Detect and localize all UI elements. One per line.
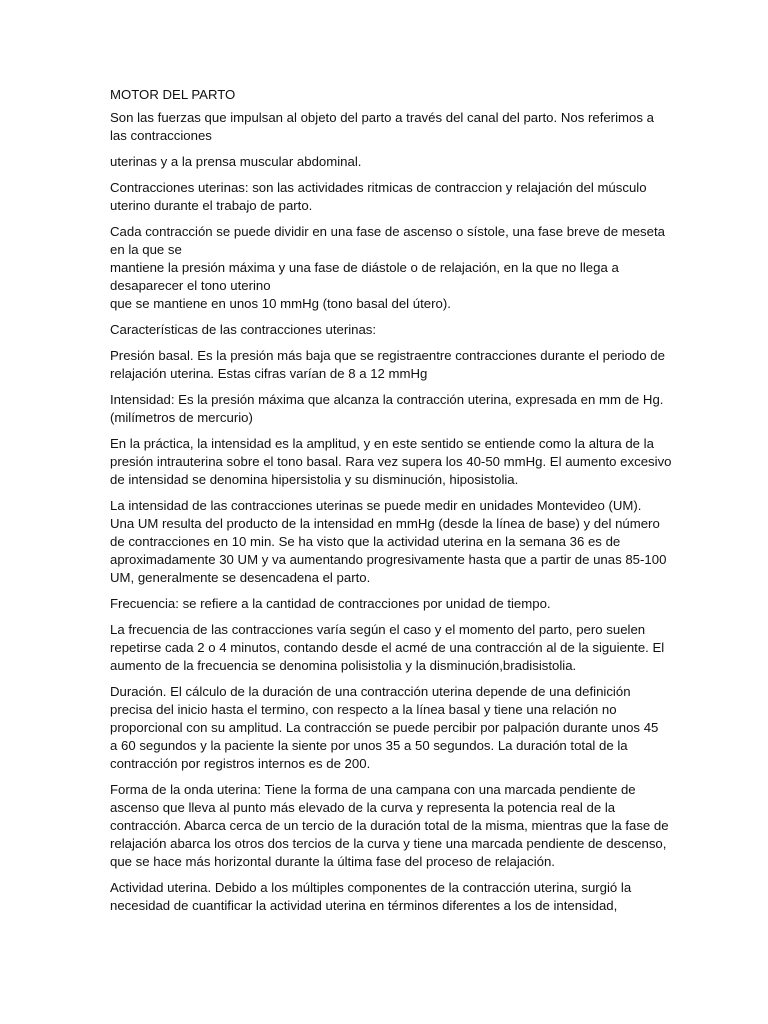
paragraph-line: (milímetros de mercurio) <box>110 410 253 425</box>
paragraph-line: que se mantiene en unos 10 mmHg (tono basal del útero). <box>110 296 451 311</box>
paragraph-line: a 60 segundos y la paciente la siente por unos 35 a 50 segundos. La duración total de la <box>110 738 628 753</box>
paragraph <box>110 435 672 489</box>
paragraph-line: uterino durante el trabajo de parto. <box>110 198 313 213</box>
paragraph-line: uterinas y a la prensa muscular abdominal. <box>110 154 362 169</box>
paragraph-line: repetirse cada 2 o 4 minutos, contando desde el acmé de una contracción al de la siguiente. El <box>110 640 665 655</box>
paragraph-line: La frecuencia de las contracciones varía según el caso y el momento del parto, pero suelen <box>110 622 646 637</box>
paragraph <box>110 497 668 587</box>
paragraph-line: las contracciones <box>110 128 212 143</box>
paragraph-line: Cada contracción se puede dividir en una fase de ascenso o sístole, una fase breve de meseta <box>110 224 665 239</box>
paragraph-line: Forma de la onda uterina: Tiene la forma de una campana con una marcada pendiente de <box>110 782 636 797</box>
paragraph <box>110 595 668 613</box>
paragraph-line: Una UM resulta del producto de la intensidad en mmHg (desde la línea de base) y del número <box>110 516 660 531</box>
paragraph <box>110 179 668 215</box>
paragraph-line: que se hace más horizontal durante la última fase del proceso de relajación. <box>110 854 555 869</box>
paragraph <box>110 781 668 871</box>
paragraph <box>110 683 668 773</box>
paragraph-line: mantiene la presión máxima y una fase de diástole o de relajación, en la que no llega a <box>110 260 619 275</box>
paragraph-line: ascenso que lleva al punto más elevado de la curva y representa la potencia real de la <box>110 800 616 815</box>
paragraph-line: de intensidad se denomina hipersistolia y su disminución, hiposistolia. <box>110 472 519 487</box>
paragraph-line: relajación uterina. Estas cifras varían de 8 a 12 mmHg <box>110 366 428 381</box>
paragraph <box>110 109 668 145</box>
paragraph-line: en la que se <box>110 242 182 257</box>
paragraph-line: contracción. Abarca cerca de un tercio de la duración total de la misma, mientras que la fase de <box>110 818 669 833</box>
paragraph-line: Actividad uterina. Debido a los múltiples componentes de la contracción uterina, surgió la <box>110 880 632 895</box>
paragraph <box>110 153 668 171</box>
document-body <box>110 109 672 915</box>
paragraph-line: UM, generalmente se desencadena el parto. <box>110 570 371 585</box>
paragraph-line: aumento de la frecuencia se denomina polisistolia y la disminución,bradisistolia. <box>110 658 577 673</box>
paragraph-line: necesidad de cuantificar la actividad uterina en términos diferentes a los de intensidad, <box>110 898 618 913</box>
paragraph <box>110 391 668 427</box>
paragraph-line: desaparecer el tono uterino <box>110 278 271 293</box>
paragraph-line: Características de las contracciones uterinas: <box>110 322 377 337</box>
paragraph <box>110 621 668 675</box>
paragraph-line: aproximadamente 30 UM y va aumentando progresivamente hasta que a partir de unas 85-100 <box>110 552 667 567</box>
paragraph-line: Contracciones uterinas: son las actividades ritmicas de contraccion y relajación del músculo <box>110 180 647 195</box>
paragraph-line: En la práctica, la intensidad es la amplitud, y en este sentido se entiende como la altura de la <box>110 436 654 451</box>
paragraph-line: La intensidad de las contracciones uterinas se puede medir en unidades Montevideo (UM). <box>110 498 642 513</box>
paragraph-line: presión intrauterina sobre el tono basal. Rara vez supera los 40-50 mmHg. El aumento excesivo <box>110 454 672 469</box>
paragraph-line: Intensidad: Es la presión máxima que alcanza la contracción uterina, expresada en mm de Hg. <box>110 392 664 407</box>
paragraph-line: Frecuencia: se refiere a la cantidad de contracciones por unidad de tiempo. <box>110 596 551 611</box>
document-title: MOTOR DEL PARTO <box>110 87 236 102</box>
paragraph-line: precisa del inicio hasta el termino, con respecto a la línea basal y tiene una relación no <box>110 702 617 717</box>
paragraph-line: proporcional con su amplitud. La contracción se puede percibir por palpación durante unos 45 <box>110 720 659 735</box>
paragraph-line: contracción por registros internos es de 200. <box>110 756 371 771</box>
paragraph-line: de contracciones en 10 min. Se ha visto que la actividad uterina en la semana 36 es de <box>110 534 621 549</box>
paragraph-line: Duración. El cálculo de la duración de una contracción uterina depende de una definición <box>110 684 631 699</box>
paragraph-line: relajación abarca los otros dos tercios de la curva y tiene una marcada pendiente de descenso, <box>110 836 667 851</box>
paragraph <box>110 879 668 915</box>
paragraph <box>110 321 668 339</box>
paragraph <box>110 347 668 383</box>
paragraph-line: Son las fuerzas que impulsan al objeto del parto a través del canal del parto. Nos referimos a <box>110 110 654 125</box>
paragraph <box>110 223 668 313</box>
paragraph-line: Presión basal. Es la presión más baja que se registraentre contracciones durante el periodo de <box>110 348 665 363</box>
